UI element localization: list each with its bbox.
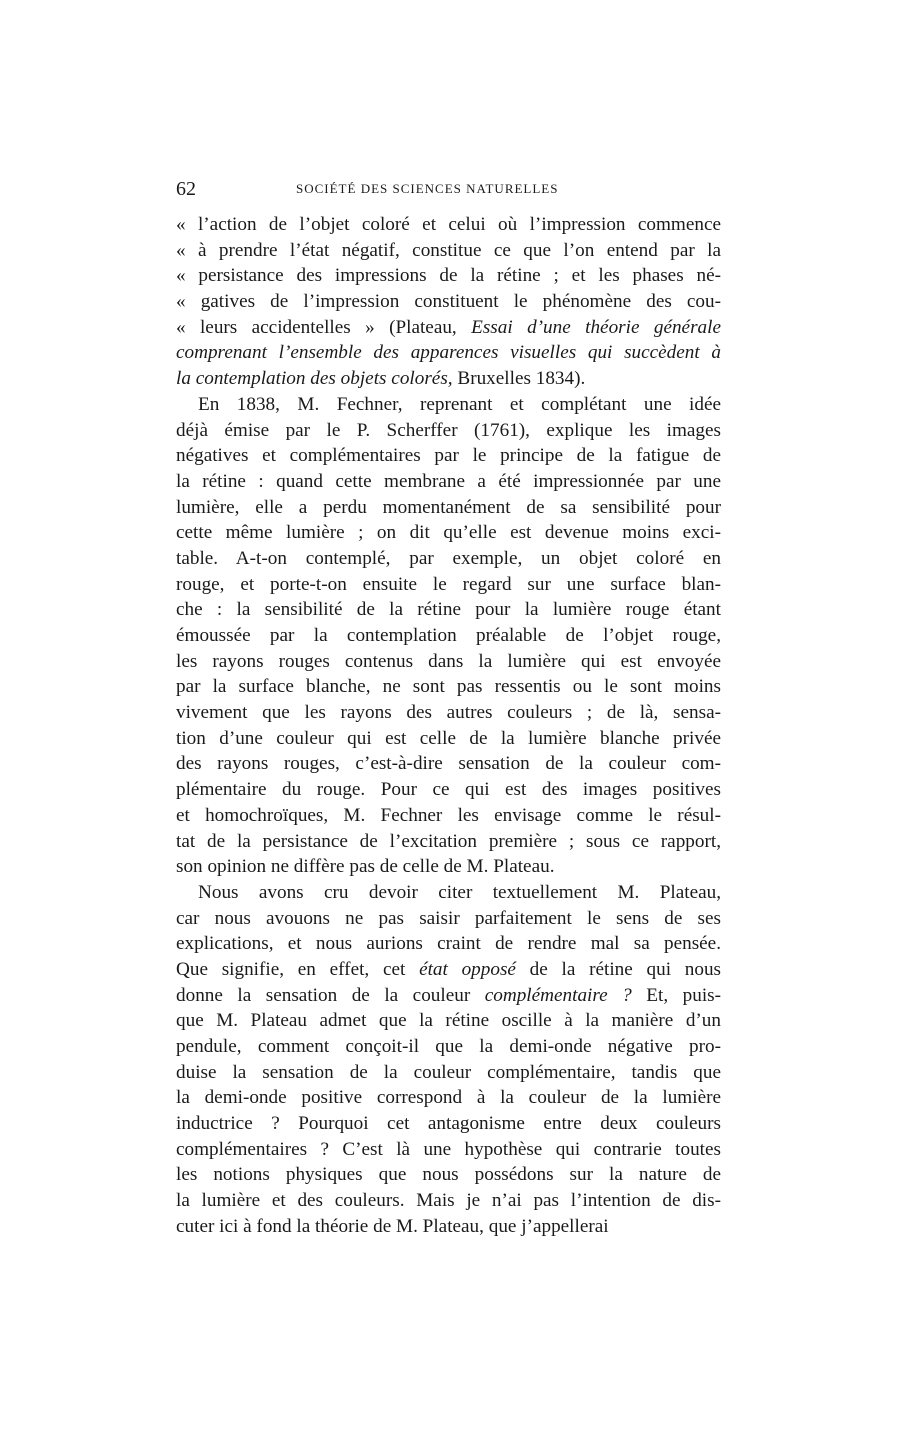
text-segment: table. A-t-on contemplé, par exemple, un objet coloré en [176,547,721,569]
text-segment: Nous avons cru devoir citer textuellement M. Plateau, [198,881,721,903]
text-line [176,906,721,932]
text-line [176,1137,721,1163]
text-line [176,829,721,855]
text-segment: inductrice ? Pourquoi cet antagonisme entre deux couleurs [176,1113,721,1135]
text-line [176,649,721,675]
page-header [176,177,721,201]
text-segment: la rétine : quand cette membrane a été impressionnée par une [176,470,721,492]
text-line [176,315,721,341]
paragraph [176,212,721,392]
text-line [176,546,721,572]
text-segment: donne la sensation de la couleur [176,984,485,1006]
text-line [176,1008,721,1034]
text-segment: négatives et complémentaires par le principe de la fatigue de [176,445,721,467]
text-line [176,1214,721,1240]
text-line [176,340,721,366]
text-line [176,931,721,957]
text-line [176,1162,721,1188]
text-line [176,880,721,906]
text-segment: que M. Plateau admet que la rétine oscille à la manière d’un [176,1010,721,1032]
text-segment: lumière, elle a perdu momentanément de sa sensibilité pour [176,496,721,518]
text-line [176,983,721,1009]
text-line [176,623,721,649]
text-segment: cette même lumière ; on dit qu’elle est devenue moins exci- [176,522,721,544]
text-line [176,777,721,803]
text-segment: « l’action de l’objet coloré et celui où l’impression commence [176,214,721,235]
text-segment: car nous avouons ne pas saisir parfaitement le sens de ses [176,907,721,929]
text-segment: de la rétine qui nous [515,958,722,980]
text-segment: « persistance des impressions de la rétine ; et les phases né- [176,265,721,287]
text-segment: émoussée par la contemplation préalable de l’objet rouge, [176,625,721,646]
text-line [176,957,721,983]
text-line [176,520,721,546]
text-line [176,212,721,238]
text-segment: par la surface blanche, ne sont pas ressentis ou le sont moins [176,676,721,698]
text-line [176,495,721,521]
text-line [176,854,721,880]
text-line [176,263,721,289]
text-segment: En 1838, M. Fechner, reprenant et complétant une idée [198,393,721,415]
text-segment: plémentaire du rouge. Pour ce qui est des images positives [176,779,721,801]
text-segment: Et, puis- [631,984,722,1006]
text-line [176,700,721,726]
text-segment: vivement que les rayons des autres couleurs ; de là, sensa- [176,702,721,724]
paragraph [176,880,721,1240]
italic-text: état opposé [419,958,516,980]
text-line [176,238,721,264]
text-segment: pendule, comment conçoit-il que la demi-onde négative pro- [176,1036,721,1057]
text-line [176,1060,721,1086]
text-segment: Que signifie, en effet, cet [176,958,420,980]
text-line [176,392,721,418]
text-segment: Bruxelles 1834). [452,368,586,390]
text-segment: déjà émise par le P. Scherffer (1761), explique les images [176,419,721,441]
text-line [176,469,721,495]
paragraph [176,392,721,880]
page-number: 62 [176,178,196,200]
text-segment: tion d’une couleur qui est celle de la lumière blanche privée [176,727,721,749]
text-segment: des rayons rouges, c’est-à-dire sensation de la couleur com- [176,753,721,775]
text-line [176,803,721,829]
text-segment: complémentaires ? C’est là une hypothèse qui contrarie toutes [176,1138,721,1160]
text-segment: explications, et nous aurions craint de rendre mal sa pensée. [176,933,721,955]
running-title: SOCIÉTÉ DES SCIENCES NATURELLES [296,181,559,196]
text-segment: et homochroïques, M. Fechner les envisage comme le résul- [176,804,721,826]
text-segment: cuter ici à fond la théorie de M. Plateau, que j’appellerai [176,1215,609,1237]
text-segment: che : la sensibilité de la rétine pour la lumière rouge étant [176,599,721,621]
text-line [176,572,721,598]
italic-text: la contemplation des objets colorés, [176,368,453,390]
text-line [176,418,721,444]
text-segment: la demi-onde positive correspond à la couleur de la lumière [176,1087,721,1109]
text-line [176,1188,721,1214]
italic-text: complémentaire ? [484,984,632,1006]
text-segment: « leurs accidentelles » (Plateau, [176,316,472,338]
text-line [176,597,721,623]
text-line [176,726,721,752]
text-segment: « à prendre l’état négatif, constitue ce que l’on entend par la [176,239,721,261]
text-line [176,289,721,315]
text-segment: duise la sensation de la couleur complémentaire, tandis que [176,1061,721,1083]
italic-text: comprenant l’ensemble des apparences visuelles qui succèdent à [176,342,721,364]
text-segment: les rayons rouges contenus dans la lumière qui est envoyée [176,650,721,672]
text-line [176,443,721,469]
text-segment: « gatives de l’impression constituent le phénomène des cou- [176,291,721,313]
text-line [176,751,721,777]
italic-text: Essai d’une théorie générale [471,316,721,338]
text-segment: les notions physiques que nous possédons sur la nature de [176,1164,721,1186]
text-segment: tat de la persistance de l’excitation première ; sous ce rapport, [176,830,721,852]
text-segment: rouge, et porte-t-on ensuite le regard sur une surface blan- [176,573,721,595]
text-line [176,1111,721,1137]
text-segment: la lumière et des couleurs. Mais je n’ai pas l’intention de dis- [176,1190,721,1212]
text-line [176,1034,721,1060]
text-line [176,1085,721,1111]
text-line [176,366,721,392]
text-segment: son opinion ne diffère pas de celle de M. Plateau. [176,856,555,878]
body-text [176,212,721,1240]
text-line [176,674,721,700]
